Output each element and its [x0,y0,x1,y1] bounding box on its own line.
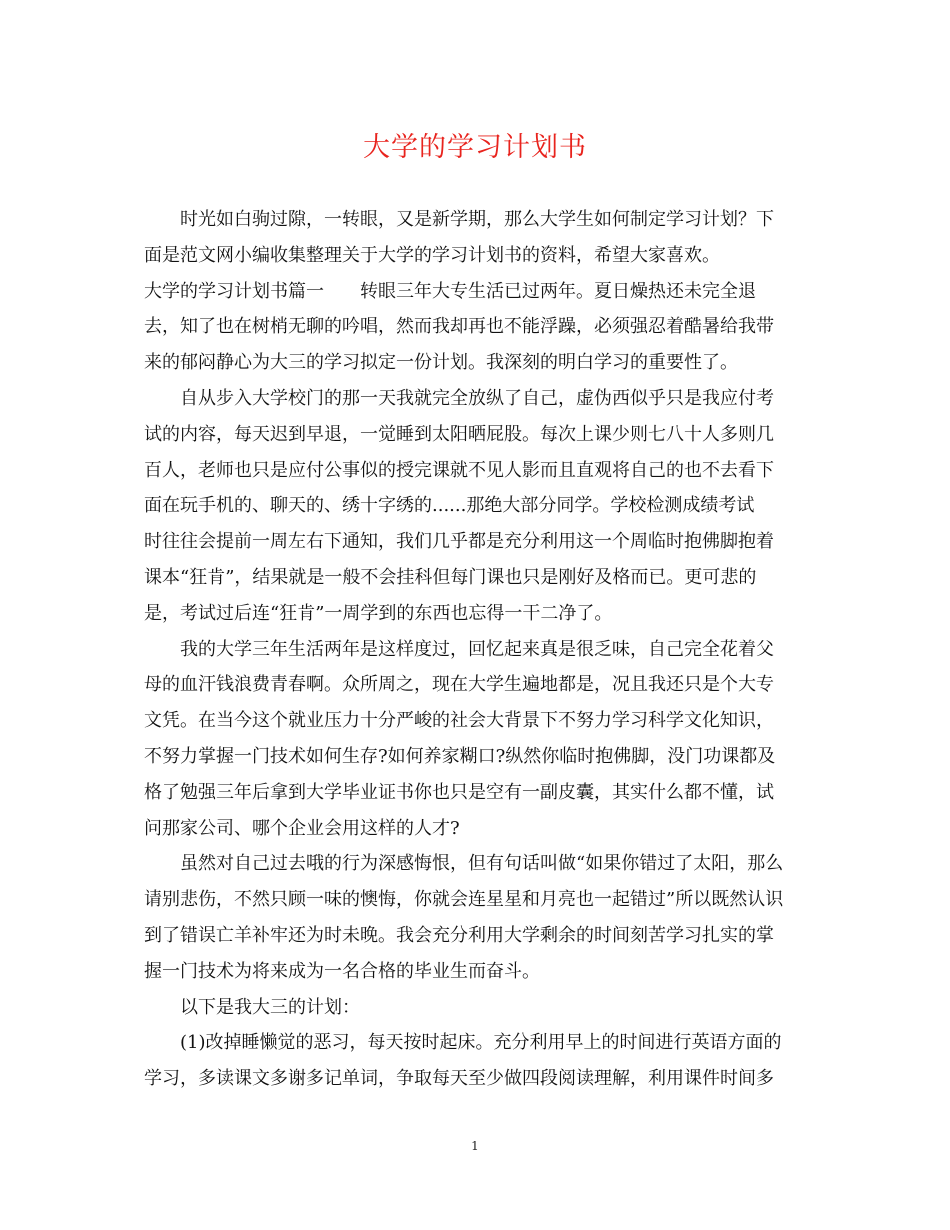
document-title: 大学的学习计划书 [363,132,587,163]
text-line: 试的内容，每天迟到早退，一觉睡到太阳晒屁股。每次上课少则七八十人多则几 [144,423,774,445]
text-line: 去，知了也在树梢无聊的吟唱，然而我却再也不能浮躁，必须强忍着酷暑给我带 [144,316,774,338]
text-line: 握一门技术为将来成为一名合格的毕业生而奋斗。 [144,960,540,982]
text-line: 以下是我大三的计划： [180,996,360,1018]
text-line: 来的郁闷静心为大三的学习拟定一份计划。我深刻的明白学习的重要性了。 [144,352,738,374]
page-number: 1 [471,1139,479,1153]
text-line: 百人，老师也只是应付公事似的授完课就不见人影而且直观将自己的也不去看下 [144,459,774,481]
text-line: 面在玩手机的、聊天的、绣十字绣的......那绝大部分同学。学校检测成绩考试 [144,495,755,517]
text-line: 虽然对自己过去哦的行为深感悔恨，但有句话叫做“如果你错过了太阳，那么 [180,853,784,875]
text-line: 不努力掌握一门技术如何生存?如何养家糊口?纵然你临时抱佛脚，没门功课都及 [144,745,776,767]
text-line: 学习，多读课文多谢多记单词，争取每天至少做四段阅读理解，利用课件时间多 [144,1068,774,1090]
text-line: 时往往会提前一周左右下通知，我们几乎都是充分利用这一个周临时抱佛脚抱着 [144,531,774,553]
text-line: 是，考试过后连“狂肯”一周学到的东西也忘得一干二净了。 [144,602,613,624]
text-line: 到了错误亡羊补牢还为时未晚。我会充分利用大学剩余的时间刻苦学习扎实的掌 [144,924,774,946]
document-body [144,202,808,1097]
text-line: 我的大学三年生活两年是这样度过，回忆起来真是很乏味，自己完全花着父 [180,638,774,660]
text-line: 文凭。在当今这个就业压力十分严峻的社会大背景下不努力学习科学文化知识， [144,710,774,732]
text-line: 时光如白驹过隙，一转眼，又是新学期，那么大学生如何制定学习计划？下 [180,209,774,230]
text-line: 课本“狂肯”，结果就是一般不会挂科但每门课也只是刚好及格而已。更可悲的 [144,566,757,588]
text-line: 请别悲伤，不然只顾一味的懊悔，你就会连星星和月亮也一起错过”所以既然认识 [144,889,784,911]
text-line: 问那家公司、哪个企业会用这样的人才? [144,817,460,839]
text-line: 面是范文网小编收集整理关于大学的学习计划书的资料，希望大家喜欢。 [144,244,720,266]
text-line: (1)改掉睡懒觉的恶习，每天按时起床。充分利用早上的时间进行英语方面的 [180,1032,782,1054]
text-line: 大学的学习计划书篇一 转眼三年大专生活已过两年。夏日燥热还未完全退 [144,280,756,302]
text-line: 自从步入大学校门的那一天我就完全放纵了自己，虚伪西似乎只是我应付考 [180,387,774,409]
text-line: 母的血汗钱浪费青春啊。众所周之，现在大学生遍地都是，况且我还只是个大专 [144,674,774,696]
text-line: 格了勉强三年后拿到大学毕业证书你也只是空有一副皮囊，其实什么都不懂，试 [144,781,774,803]
